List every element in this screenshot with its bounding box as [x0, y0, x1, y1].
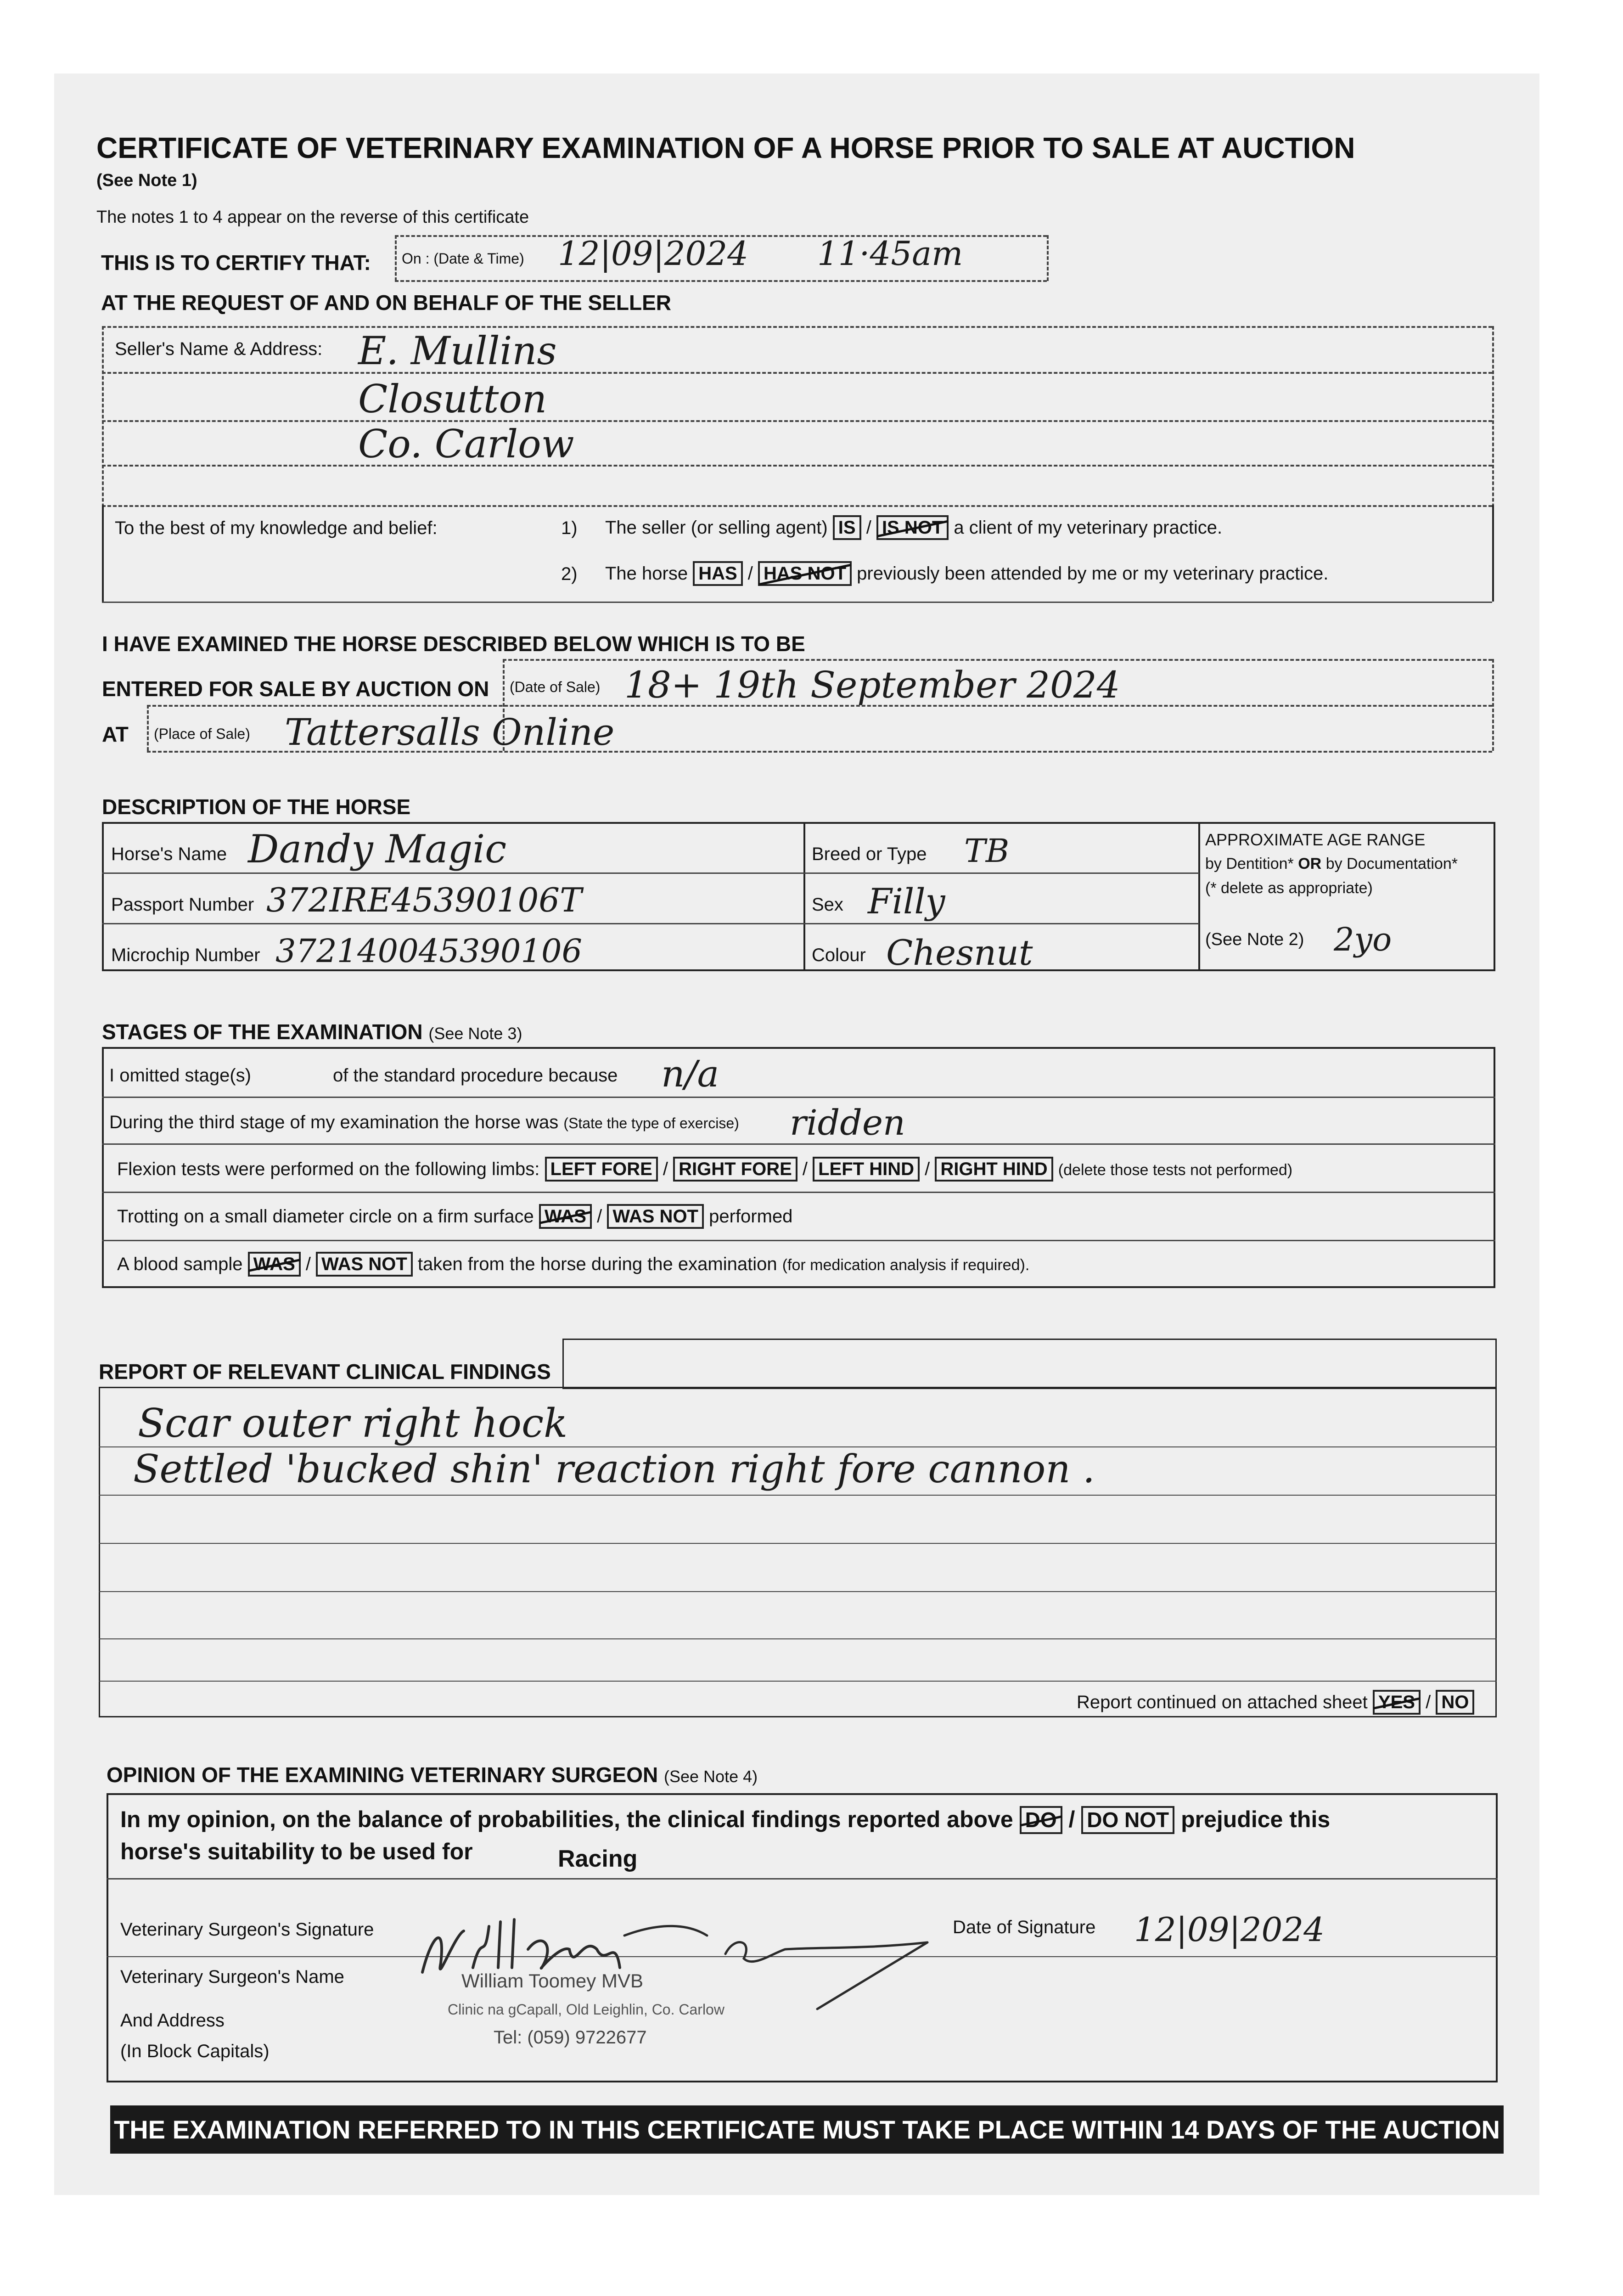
date-of-signature-label: Date of Signature	[953, 1917, 1096, 1937]
opinion-do-option-struck: DO	[1020, 1806, 1062, 1834]
block-capitals-label: (In Block Capitals)	[120, 2041, 270, 2061]
place-of-sale-value: Tattersalls Online	[285, 711, 615, 754]
seller-label: Seller's Name & Address:	[115, 339, 323, 359]
knowledge-item2-num: 2)	[561, 564, 578, 584]
knowledge-item1: The seller (or selling agent) IS / IS NOT a client of my veterinary practice.	[605, 515, 1222, 540]
entered-for-sale-label: ENTERED FOR SALE BY AUCTION ON	[102, 677, 489, 701]
third-stage-text: During the third stage of my examination the horse was	[109, 1112, 559, 1132]
seller-is-option: IS	[833, 515, 861, 540]
examined-heading: I HAVE EXAMINED THE HORSE DESCRIBED BELOW WHICH IS TO BE	[102, 632, 805, 656]
horse-has-option: HAS	[693, 561, 742, 586]
knowledge-item1-num: 1)	[561, 518, 578, 538]
sex-label: Sex	[812, 895, 843, 915]
flexion-right-fore: RIGHT FORE	[673, 1157, 797, 1182]
passport-value: 372IRE45390106T	[266, 881, 582, 919]
third-stage-note: (State the type of exercise)	[563, 1115, 739, 1131]
opinion-do-not-option: DO NOT	[1081, 1806, 1174, 1834]
description-heading: DESCRIPTION OF THE HORSE	[102, 795, 411, 819]
horse-attended-suffix: previously been attended by me or my veterinary practice.	[857, 563, 1329, 584]
trotting-suffix: performed	[709, 1206, 793, 1227]
knowledge-item2: The horse HAS / HAS NOT previously been attended by me or my veterinary practice.	[605, 561, 1328, 586]
flexion-tests-row: Flexion tests were performed on the following limbs: LEFT FORE / RIGHT FORE / LEFT HIND / RIGHT HIND (delete those tests not performed)	[117, 1157, 1292, 1182]
age-by-documentation: by Documentation*	[1325, 855, 1458, 872]
continued-no-option: NO	[1436, 1690, 1474, 1715]
notes-text: The notes 1 to 4 appear on the reverse of this certificate	[96, 208, 529, 227]
request-heading: AT THE REQUEST OF AND ON BEHALF OF THE SELLER	[101, 291, 671, 315]
horse-attended-prefix: The horse	[605, 563, 688, 584]
seller-client-suffix: a client of my veterinary practice.	[954, 518, 1223, 538]
trotting-was-not-option: WAS NOT	[607, 1204, 704, 1229]
stages-see-note-3: (See Note 3)	[428, 1024, 522, 1043]
trotting-row: Trotting on a small diameter circle on a firm surface WAS / WAS NOT performed	[117, 1204, 792, 1229]
blood-prefix: A blood sample	[117, 1254, 243, 1274]
report-heading: REPORT OF RELEVANT CLINICAL FINDINGS	[99, 1360, 551, 1384]
report-continued-label: Report continued on attached sheet	[1077, 1692, 1368, 1712]
opinion-see-note-4: (See Note 4)	[664, 1767, 758, 1786]
omitted-stages-label: I omitted stage(s)	[109, 1065, 252, 1086]
finding-line-1: Scar outer right hock	[138, 1401, 568, 1446]
passport-label: Passport Number	[111, 895, 254, 915]
age-by-dentition: by Dentition*	[1205, 855, 1294, 872]
signature-label: Veterinary Surgeon's Signature	[120, 1919, 374, 1940]
age-see-note-2: (See Note 2)	[1205, 930, 1304, 949]
blood-was-not-option: WAS NOT	[316, 1252, 413, 1277]
omitted-reason-value: n/a	[661, 1052, 719, 1095]
age-delete-note: (* delete as appropriate)	[1205, 879, 1373, 897]
opinion-line1-suffix: prejudice this	[1181, 1806, 1331, 1832]
flexion-prefix: Flexion tests were performed on the following limbs:	[117, 1159, 540, 1179]
vet-stamp-address: Clinic na gCapall, Old Leighlin, Co. Carlow	[448, 2001, 724, 2018]
blood-note: (for medication analysis if required).	[782, 1256, 1030, 1274]
age-method	[1205, 855, 1458, 873]
seller-name: E. Mullins	[358, 328, 557, 373]
continued-yes-option-struck: YES	[1373, 1690, 1421, 1715]
colour-value: Chesnut	[886, 932, 1033, 973]
vet-name-label: Veterinary Surgeon's Name	[120, 1967, 344, 1987]
opinion-heading	[107, 1762, 758, 1787]
microchip-value: 372140045390106	[275, 932, 583, 970]
date-of-sale-label: (Date of Sale)	[510, 679, 601, 695]
horse-name-label: Horse's Name	[111, 844, 227, 864]
finding-line-2: Settled 'bucked shin' reaction right fore cannon .	[133, 1446, 1095, 1491]
seller-address-line2: Co. Carlow	[358, 422, 574, 467]
exam-date-value: 12|09|2024	[558, 234, 748, 273]
on-date-time-label: On : (Date & Time)	[402, 250, 524, 267]
blood-suffix: taken from the horse during the examination	[417, 1254, 777, 1274]
age-range-heading: APPROXIMATE AGE RANGE	[1205, 830, 1426, 849]
intended-use-value: Racing	[558, 1846, 638, 1872]
footer-notice: THE EXAMINATION REFERRED TO IN THIS CERTIFICATE MUST TAKE PLACE WITHIN 14 DAYS OF THE AUCTION	[110, 2105, 1504, 2154]
blood-sample-row: A blood sample WAS / WAS NOT taken from the horse during the examination (for medication analysis if required).	[117, 1252, 1029, 1277]
opinion-line-1: In my opinion, on the balance of probabilities, the clinical findings reported above DO / DO NOT prejudice this	[120, 1806, 1330, 1834]
flexion-suffix: (delete those tests not performed)	[1058, 1161, 1293, 1179]
seller-address-line1: Closutton	[358, 377, 547, 422]
report-continued-row: Report continued on attached sheet YES / NO	[1077, 1690, 1474, 1715]
flexion-left-hind: LEFT HIND	[813, 1157, 920, 1182]
age-or: OR	[1298, 855, 1322, 872]
breed-label: Breed or Type	[812, 844, 927, 864]
place-of-sale-label: (Place of Sale)	[154, 726, 250, 742]
date-of-signature-value: 12|09|2024	[1134, 1910, 1325, 1949]
microchip-label: Microchip Number	[111, 945, 260, 965]
see-note-1: (See Note 1)	[96, 171, 197, 190]
opinion-line1-prefix: In my opinion, on the balance of probabilities, the clinical findings reported above	[120, 1806, 1013, 1832]
at-label: AT	[102, 722, 129, 746]
sex-value: Filly	[868, 881, 945, 922]
horse-name-value: Dandy Magic	[248, 827, 507, 872]
flexion-right-hind: RIGHT HIND	[935, 1157, 1053, 1182]
horse-has-not-option-struck: HAS NOT	[758, 561, 852, 586]
seller-client-prefix: The seller (or selling agent)	[605, 518, 828, 538]
vet-stamp-name: William Toomey MVB	[461, 1970, 643, 1992]
vet-address-label: And Address	[120, 2010, 225, 2031]
omitted-because-label: of the standard procedure because	[333, 1065, 618, 1086]
certify-label: THIS IS TO CERTIFY THAT:	[101, 251, 371, 275]
trotting-was-option-struck: WAS	[539, 1204, 592, 1229]
exam-time-value: 11·45am	[817, 234, 963, 273]
opinion-line2-prefix: horse's suitability to be used for	[120, 1839, 473, 1864]
opinion-heading-text: OPINION OF THE EXAMINING VETERINARY SURGEON	[107, 1763, 658, 1787]
colour-label: Colour	[812, 945, 866, 965]
blood-was-option-struck: WAS	[248, 1252, 301, 1277]
knowledge-label: To the best of my knowledge and belief:	[115, 518, 438, 538]
exercise-type-value: ridden	[790, 1102, 905, 1143]
breed-value: TB	[964, 832, 1010, 870]
flexion-left-fore: LEFT FORE	[545, 1157, 658, 1182]
seller-is-not-option-struck: IS NOT	[876, 515, 949, 540]
stages-heading	[102, 1019, 522, 1044]
age-value: 2yo	[1334, 921, 1392, 958]
third-stage-label	[109, 1112, 739, 1133]
vet-stamp-tel: Tel: (059) 9722677	[494, 2027, 647, 2048]
certificate-title: CERTIFICATE OF VETERINARY EXAMINATION OF A HORSE PRIOR TO SALE AT AUCTION	[96, 131, 1355, 164]
date-of-sale-value: 18+ 19th September 2024	[624, 664, 1120, 706]
trotting-prefix: Trotting on a small diameter circle on a firm surface	[117, 1206, 534, 1227]
stages-heading-text: STAGES OF THE EXAMINATION	[102, 1020, 423, 1044]
